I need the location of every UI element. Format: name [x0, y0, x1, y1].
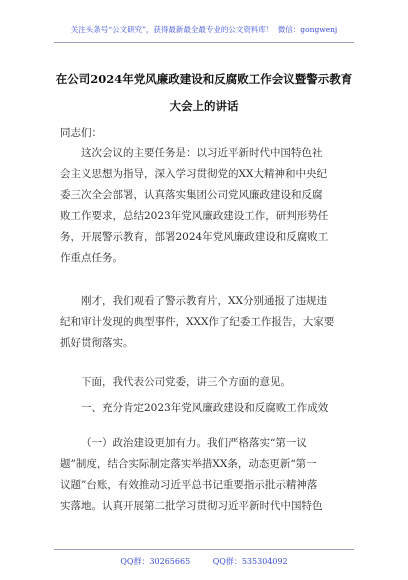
- paragraph-line: 这次会议的主要任务是：以习近平新时代中国特色社: [81, 147, 323, 159]
- paragraph-line: 务，开展警示教育，部署2024年党风廉政建设和反腐败工: [60, 231, 329, 243]
- salutation: 同志们：: [60, 127, 102, 139]
- footer-divider: [54, 549, 354, 550]
- paragraph-line: 刚才，我们观看了警示教育片，XX分别通报了违规违: [81, 295, 327, 307]
- paragraph-line: 抓好贯彻落实。: [60, 337, 134, 349]
- header-banner: [0, 24, 408, 35]
- footer-contact: [0, 556, 408, 567]
- paragraph-political-building: [60, 433, 356, 517]
- paragraph-line: 委三次全会部署，认真落实集团公司党风廉政建设和反腐: [60, 189, 323, 201]
- paragraph-line: （一）政治建设更加有力。我们严格落实“第一议: [81, 437, 307, 449]
- paragraph-line: 题”制度，结合实际制定落实举措XX条，动态更新“第一: [60, 458, 317, 470]
- paragraph-review: [60, 291, 356, 354]
- header-divider: [54, 42, 354, 43]
- paragraph-line: 实落地。认真开展第二批学习贯彻习近平新时代中国特色: [60, 500, 323, 512]
- qq-group-2: QQ群：535304092: [212, 557, 288, 566]
- paragraph-line: 议题”台账，有效推动习近平总书记重要指示批示精神落: [60, 479, 318, 491]
- paragraph-line: 会主义思想为指导，深入学习贯彻党的XX大精神和中央纪: [60, 168, 327, 180]
- paragraph-line: 纪和审计发现的典型事件，XXX作了纪委工作报告，大家要: [60, 316, 335, 328]
- promo-text: 关注头条号“公文研究”，获得最新最全最专业的公文资料库！: [70, 25, 274, 34]
- qq-group-1: QQ群：30265665: [120, 557, 191, 566]
- paragraph-line: 作重点任务。: [60, 252, 123, 264]
- paragraph-line: 下面，我代表公司党委，讲三个方面的意见。: [81, 376, 291, 388]
- document-title-line-1: 在公司2024年党风廉政建设和反腐败工作会议暨警示教育: [55, 72, 353, 86]
- wechat-text: 微信：gongwenj: [277, 25, 338, 34]
- document-title-line-2: 大会上的讲话: [169, 99, 239, 113]
- section-heading-1: [60, 398, 356, 419]
- paragraph-intro: [60, 372, 356, 393]
- paragraph-line: 败工作要求，总结2023年党风廉政建设工作，研判形势任: [60, 210, 329, 222]
- paragraph-tasks: [60, 143, 356, 269]
- section-heading-text: 一、充分肯定2023年党风廉政建设和反腐败工作成效: [81, 402, 329, 414]
